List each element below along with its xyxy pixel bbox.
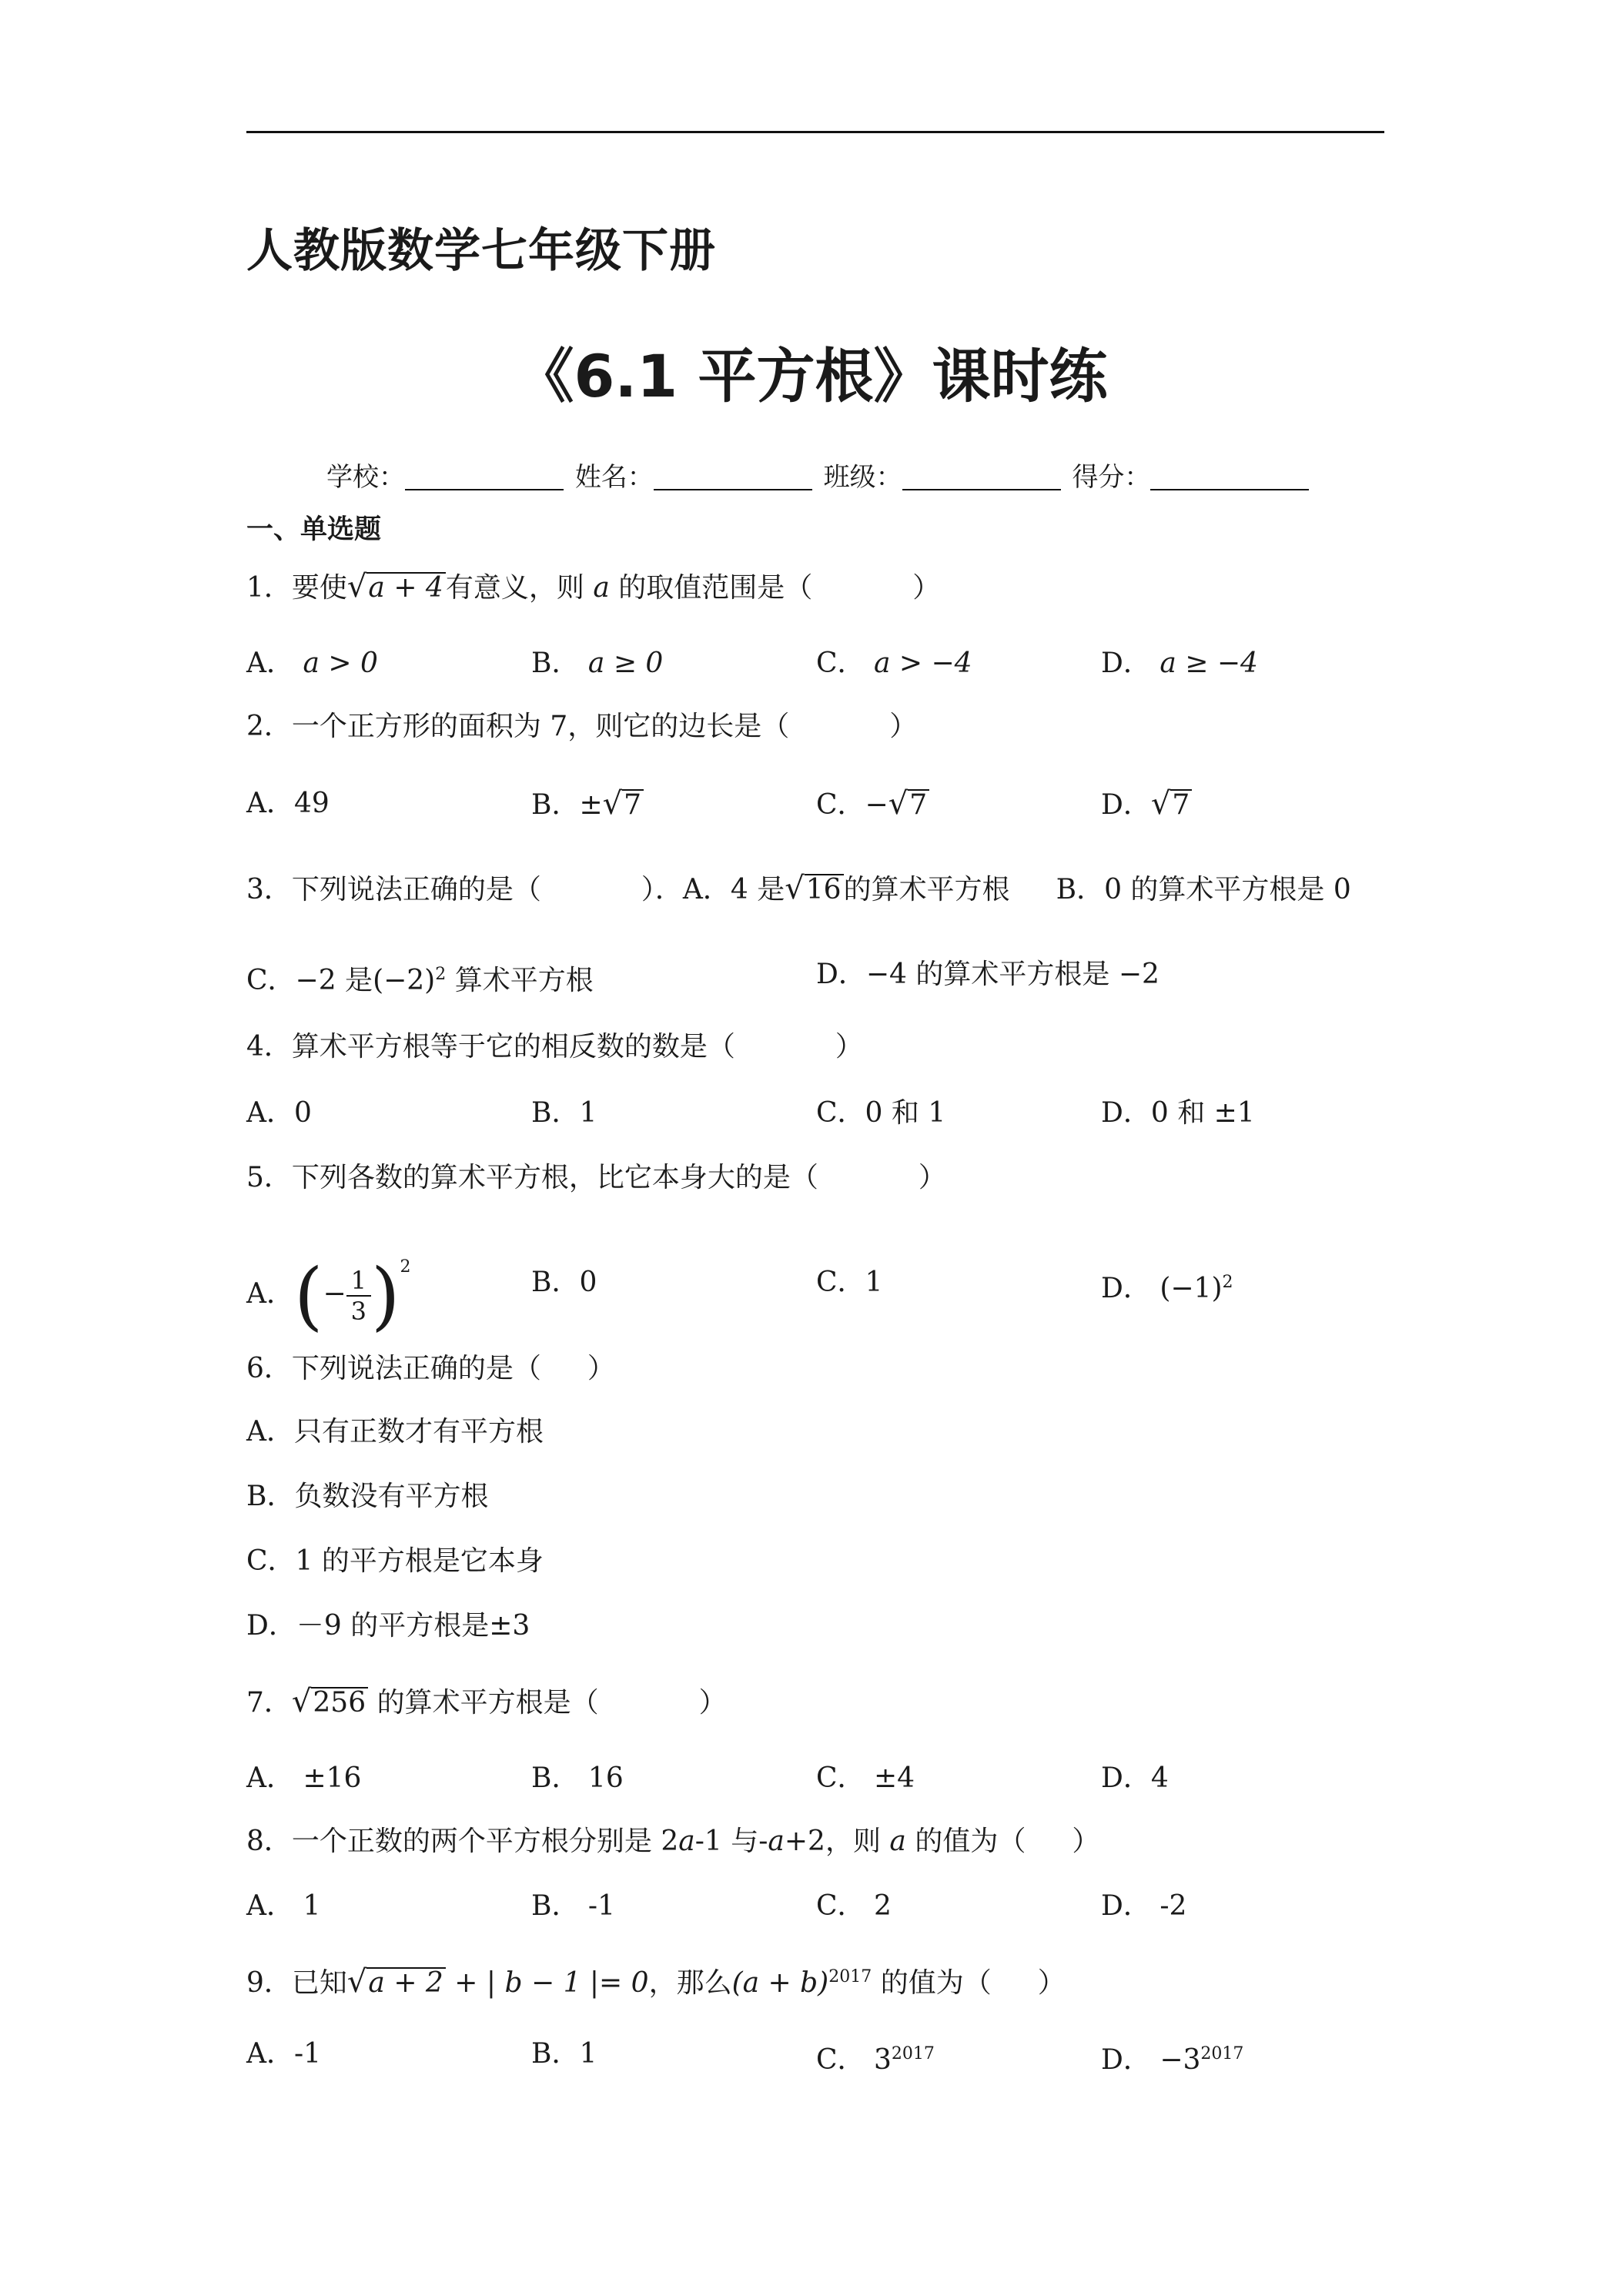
q7-close: ）	[698, 1687, 727, 1719]
q1-option-d[interactable]	[1101, 647, 1258, 681]
q5-close: ）	[918, 1162, 946, 1193]
radical-sign: √	[888, 786, 909, 822]
option-text: 1	[303, 1890, 321, 1922]
score-blank[interactable]	[1150, 463, 1309, 490]
q1-post: 的取值范围是（	[618, 572, 813, 604]
option-text: 1	[579, 1097, 597, 1129]
option-text: a > 0	[303, 648, 378, 679]
option-base: (−2)	[373, 965, 436, 996]
left-paren: (	[294, 1253, 323, 1339]
q9-post: 的值为（	[880, 1967, 992, 1999]
option-text: 16	[587, 1762, 624, 1794]
q1-option-a[interactable]	[246, 647, 378, 681]
option-label: A．	[246, 1762, 294, 1794]
question-7	[246, 1685, 727, 1720]
option-label: D．	[1101, 789, 1151, 821]
option-exponent: 2	[1222, 1273, 1233, 1292]
q2-text: 2．一个正方形的面积为 7，则它的边长是（	[246, 711, 790, 742]
option-label: C．	[816, 2044, 865, 2076]
option-radicand: 7	[622, 789, 644, 820]
q4-text: 4．算术平方根等于它的相反数的数是（	[246, 1031, 735, 1063]
q9-abs: + | b − 1 |= 0	[445, 1967, 649, 1999]
q8-option-a[interactable]	[246, 1889, 320, 1923]
option-label: C．	[816, 1762, 865, 1794]
q1-radicand	[366, 572, 445, 603]
q8-mid1: -1 与-	[694, 1826, 768, 1857]
radical-sign: √	[346, 1964, 367, 2000]
option-label: B．	[531, 648, 580, 679]
q1-mid: 有意义，则	[445, 572, 584, 604]
q2-option-c[interactable]	[816, 787, 929, 822]
q3-option-a[interactable]	[682, 871, 1010, 906]
option-text: 0 和 1	[865, 1097, 946, 1129]
option-radicand: 7	[908, 789, 929, 820]
q9-exponent: 2017	[828, 1967, 872, 1986]
option-label: C．	[816, 1097, 865, 1129]
option-text: ±4	[874, 1762, 915, 1794]
q1-radicand-text: a + 4	[368, 572, 443, 604]
q2-option-a[interactable]	[246, 787, 330, 821]
radical-sign: √	[291, 1684, 312, 1719]
q8-mid2: +2，则	[784, 1826, 881, 1857]
q9-radicand-text: a + 2	[368, 1967, 443, 1999]
q4-option-a[interactable]	[246, 1096, 312, 1130]
option-base: (−1)	[1160, 1273, 1223, 1304]
q9-expr: (a + b)	[731, 1967, 829, 1999]
option-exponent: 2	[400, 1257, 411, 1277]
q6-close: ）	[587, 1353, 615, 1384]
q8-var: a	[768, 1826, 785, 1857]
school-label: 学校：	[326, 462, 405, 493]
question-3	[246, 872, 1351, 907]
option-base: −3	[1160, 2044, 1201, 2076]
q5-option-a[interactable]	[246, 1230, 411, 1339]
section-heading: 一、单选题	[246, 514, 382, 545]
q3-option-b[interactable]: B．0 的算术平方根是 0	[1056, 874, 1351, 905]
q2-option-d[interactable]	[1101, 787, 1192, 822]
q8-option-c[interactable]	[816, 1889, 892, 1923]
q6-option-b[interactable]: B．负数没有平方根	[246, 1481, 489, 1512]
option-sign: −	[323, 1278, 346, 1310]
option-text: 2	[874, 1890, 892, 1922]
option-label: C．	[816, 648, 865, 679]
q7-option-b[interactable]	[531, 1762, 624, 1796]
q4-option-c[interactable]	[816, 1096, 945, 1130]
q5-text: 5．下列各数的算术平方根，比它本身大的是（	[246, 1162, 818, 1193]
option-label: D．	[1101, 1097, 1151, 1129]
q6-option-d[interactable]: D．－9 的平方根是±3	[246, 1610, 530, 1642]
q1-close: ）	[912, 572, 941, 604]
radical-sign: √	[346, 569, 367, 604]
page-title: 《6.1 平方根》课时练	[515, 342, 1108, 410]
q8-option-d[interactable]	[1101, 1889, 1186, 1923]
q3-option-d[interactable]: D．−4 的算术平方根是 −2	[816, 959, 1160, 990]
option-label: C．	[816, 1890, 865, 1922]
q1-pre: 要使	[291, 572, 347, 604]
question-8	[246, 1825, 1099, 1859]
question-5	[246, 1161, 946, 1195]
fraction-denominator: 3	[350, 1297, 366, 1326]
option-label: D．	[1101, 648, 1151, 679]
right-paren: )	[370, 1253, 400, 1339]
option-text: a > −4	[874, 648, 972, 679]
score-label: 得分：	[1072, 462, 1151, 493]
option-label: C．	[816, 789, 865, 821]
q7-number: 7．	[246, 1687, 292, 1719]
q4-option-b[interactable]	[531, 1096, 597, 1130]
option-text: -2	[1160, 1890, 1187, 1922]
q6-option-c[interactable]: C．1 的平方根是它本身	[246, 1545, 544, 1577]
option-exponent: 2017	[891, 2044, 935, 2063]
q1-number: 1．	[246, 572, 292, 604]
q7-post: 的算术平方根是（	[376, 1687, 599, 1719]
option-text: a ≥ 0	[587, 648, 664, 679]
q9-mid: ，那么	[648, 1967, 732, 1999]
q9-option-a[interactable]: A．-1	[246, 2038, 322, 2070]
option-label: D．	[1101, 1762, 1151, 1794]
q8-close: ）	[1072, 1826, 1100, 1857]
option-radicand: 16	[805, 874, 844, 905]
option-label: A．	[246, 1097, 294, 1129]
option-label: D．	[1101, 1890, 1151, 1922]
option-label: D．	[1101, 2044, 1151, 2076]
option-label: C．	[246, 965, 296, 996]
q4-option-d[interactable]	[1101, 1096, 1255, 1130]
option-pre: 4 是	[730, 874, 785, 905]
question-2	[246, 710, 917, 744]
q7-option-a[interactable]	[246, 1762, 361, 1796]
book-title: 人教版数学七年级下册	[246, 224, 716, 278]
option-label: D．	[1101, 1273, 1151, 1304]
option-label: A．	[682, 874, 731, 905]
question-1	[246, 570, 940, 605]
q5-option-d[interactable]	[1101, 1266, 1233, 1306]
q7-radicand: 256	[311, 1687, 368, 1718]
option-exponent: 2017	[1200, 2044, 1244, 2063]
option-base: 3	[874, 2044, 892, 2076]
option-prefix: ±	[579, 789, 603, 821]
q9-radicand	[366, 1967, 445, 1998]
name-blank[interactable]	[654, 463, 812, 490]
q2-option-b[interactable]	[531, 787, 644, 822]
q9-number: 9．	[246, 1967, 292, 1999]
radical-sign: √	[602, 786, 623, 822]
option-post: 的算术平方根	[843, 874, 1010, 905]
q8-post: 的值为（	[915, 1826, 1026, 1857]
question-9	[246, 1960, 1066, 2000]
q7-option-c[interactable]	[816, 1762, 915, 1796]
option-label: A．	[246, 1890, 294, 1922]
q1-option-b[interactable]	[531, 647, 663, 681]
info-line	[326, 456, 1312, 494]
fraction	[346, 1266, 371, 1326]
fraction-numerator: 1	[346, 1266, 371, 1297]
class-label: 班级：	[823, 462, 902, 493]
option-pre: −2 是	[295, 965, 373, 996]
q8-pre: 8．一个正数的两个平方根分别是 2	[246, 1826, 679, 1857]
question-4	[246, 1030, 863, 1064]
q9-option-d[interactable]	[1101, 2037, 1243, 2077]
option-text: 0	[294, 1097, 312, 1129]
q8-var: a	[889, 1826, 906, 1857]
name-label: 姓名：	[574, 462, 654, 493]
q7-option-d[interactable]	[1101, 1762, 1169, 1796]
option-label: A．	[246, 1278, 294, 1310]
option-label: B．	[531, 1890, 580, 1922]
option-label: A．	[246, 788, 294, 819]
q3-option-c[interactable]	[246, 958, 594, 998]
q1-option-c[interactable]	[816, 647, 972, 681]
q9-pre: 已知	[291, 1967, 347, 1999]
option-radicand: 7	[1170, 789, 1192, 820]
class-blank[interactable]	[902, 463, 1061, 490]
q3-close: ）．	[641, 874, 683, 905]
q6-text: 6．下列说法正确的是（	[246, 1353, 541, 1384]
radical-sign: √	[1150, 786, 1171, 822]
radical-sign: √	[785, 871, 805, 906]
option-post: 算术平方根	[454, 965, 594, 996]
q4-close: ）	[835, 1031, 863, 1063]
q9-close: ）	[1037, 1967, 1066, 1999]
option-text: 4	[1150, 1762, 1169, 1794]
q9-option-b[interactable]: B．1	[531, 2038, 597, 2070]
option-label: B．	[531, 789, 580, 821]
q5-option-b[interactable]: B．0	[531, 1267, 597, 1298]
q8-var: a	[678, 1826, 695, 1857]
q8-option-b[interactable]	[531, 1889, 615, 1923]
q9-option-c[interactable]	[816, 2037, 935, 2077]
q2-close: ）	[889, 711, 918, 742]
q6-option-a[interactable]: A．只有正数才有平方根	[246, 1416, 544, 1448]
option-label: B．	[531, 1097, 580, 1129]
option-label: B．	[531, 1762, 580, 1794]
q1-var: a	[593, 572, 610, 604]
q3-stem: 3．下列说法正确的是（	[246, 874, 541, 905]
question-6	[246, 1352, 615, 1386]
header-rule	[246, 131, 1384, 133]
option-text: ±16	[303, 1762, 362, 1794]
option-text: 0 和 ±1	[1150, 1097, 1255, 1129]
option-label: A．	[246, 648, 294, 679]
school-blank[interactable]	[405, 463, 564, 490]
q5-option-c[interactable]: C．1	[816, 1267, 883, 1298]
option-exponent: 2	[435, 965, 447, 984]
option-text: -1	[587, 1890, 615, 1922]
option-text: 49	[294, 788, 330, 819]
option-prefix: −	[865, 789, 888, 821]
option-text: a ≥ −4	[1160, 648, 1258, 679]
